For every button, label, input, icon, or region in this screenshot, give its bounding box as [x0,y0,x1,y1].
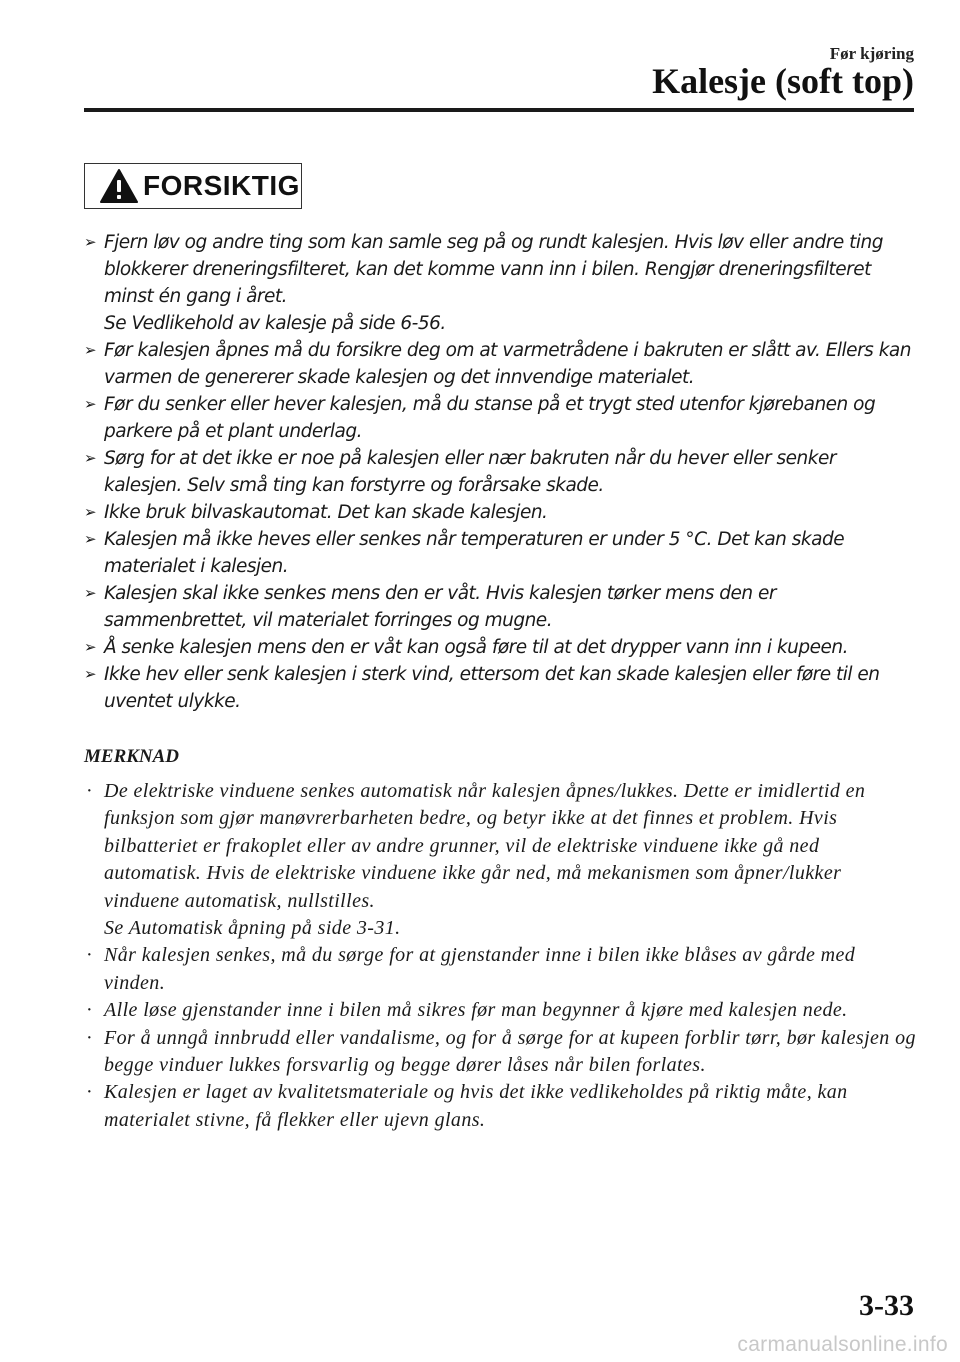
arrow-bullet-icon: ➢ [84,233,97,251]
caution-item-text: Å senke kalesjen mens den er våt kan også føre til at det drypper vann inn i kupeen. [104,637,848,658]
note-list [84,778,919,1134]
arrow-bullet-icon: ➢ [84,449,97,467]
arrow-bullet-icon: ➢ [84,503,97,521]
caution-item-text: Ikke hev eller senk kalesjen i sterk vind, ettersom det kan skade kalesjen eller føre til en uventet ulykke. [104,664,880,712]
caution-item [84,580,919,634]
bullet-dot-icon: · [86,944,94,967]
caution-item [84,229,919,337]
caution-banner [84,163,302,209]
note-item [84,778,919,942]
caution-list [84,229,919,715]
watermark: carmanualsonline.info [737,1333,948,1356]
arrow-bullet-icon: ➢ [84,638,97,656]
note-item-text: Når kalesjen senkes, må du sørge for at gjenstander inne i bilen ikke blåses av gårde med vinden. [104,944,856,994]
caution-item-text: Før kalesjen åpnes må du forsikre deg om at varmetrådene i bakruten er slått av. Ellers kan varmen de genererer skade kalesjen og det innvendige materialet. [104,340,911,388]
page-number: 3-33 [859,1289,914,1322]
warning-triangle-icon [99,168,139,204]
cross-reference: Se Automatisk åpning på side 3-31. [104,917,401,940]
caution-label: FORSIKTIG [143,170,300,201]
bullet-dot-icon: · [86,780,94,802]
arrow-bullet-icon: ➢ [84,665,97,683]
bullet-dot-icon: · [86,1081,94,1104]
arrow-bullet-icon: ➢ [84,530,97,548]
arrow-bullet-icon: ➢ [84,395,97,413]
bullet-dot-icon: · [86,1026,94,1049]
caution-item [84,337,919,391]
caution-item-text: Kalesjen må ikke heves eller senkes når temperaturen er under 5 °C. Det kan skade materialet i kalesjen. [104,529,845,577]
note-item-text: Kalesjen er laget av kvalitetsmateriale og hvis det ikke vedlikeholdes på riktig måte, kan materialet stivne, få flekker eller ujevn glans. [104,1081,848,1131]
caution-item-text: Kalesjen skal ikke senkes mens den er våt. Hvis kalesjen tørker mens den er sammenbrettet, vil materialet forringes og mugne. [104,583,777,631]
caution-item [84,634,919,661]
caution-item-text: Fjern løv og andre ting som kan samle seg på og rundt kalesjen. Hvis løv eller andre ting blokkerer dreneringsfilteret, kan det komme vann inn i bilen. Rengjør dreneringsfilteret minst én gang i året. [104,232,884,307]
caution-item [84,445,919,499]
caution-item [84,499,919,526]
caution-item [84,526,919,580]
page-title: Kalesje (soft top) [652,61,914,101]
note-item-text: Alle løse gjenstander inne i bilen må sikres før man begynner å kjøre med kalesjen nede. [104,999,848,1022]
caution-item-text: Sørg for at det ikke er noe på kalesjen eller nær bakruten når du hever eller senker kalesjen. Selv små ting kan forstyrre og forårsake skade. [104,448,836,496]
note-item [84,1025,919,1080]
caution-item-text: Ikke bruk bilvaskautomat. Det kan skade kalesjen. [104,502,548,523]
note-item-text: De elektriske vinduene senkes automatisk når kalesjen åpnes/lukkes. Dette er imidlertid en funksjon som gjør manøvrerbarheten bedre, og betyr ikke at det finnes et problem. Hvis bilbatteriet er frakoplet eller av andre grunner, vil de elektriske vinduene ikke gå ned automatisk. Hvis de elektriske vinduene ikke går ned, må mekanismen som åpner/lukker vinduene automatisk, nullstilles. [104,780,866,912]
bullet-dot-icon: · [86,999,94,1022]
header-divider [84,108,914,112]
arrow-bullet-icon: ➢ [84,341,97,359]
caution-item-text: Før du senker eller hever kalesjen, må du stanse på et trygt sted utenfor kjørebanen og parkere på et plant underlag. [104,394,876,442]
section-name: Før kjøring [829,44,914,63]
note-heading: MERKNAD [84,746,180,767]
caution-item [84,391,919,445]
note-item-text: For å unngå innbrudd eller vandalisme, og for å sørge for at kupeen forblir tørr, bør kalesjen og begge vinduer lukkes forsvarlig og begge dører låses når bilen forlates. [104,1026,916,1077]
note-item [84,942,919,997]
caution-item [84,661,919,715]
note-item [84,997,919,1024]
arrow-bullet-icon: ➢ [84,584,97,602]
note-item [84,1079,919,1134]
cross-reference: Se Vedlikehold av kalesje på side 6-56. [104,313,446,334]
